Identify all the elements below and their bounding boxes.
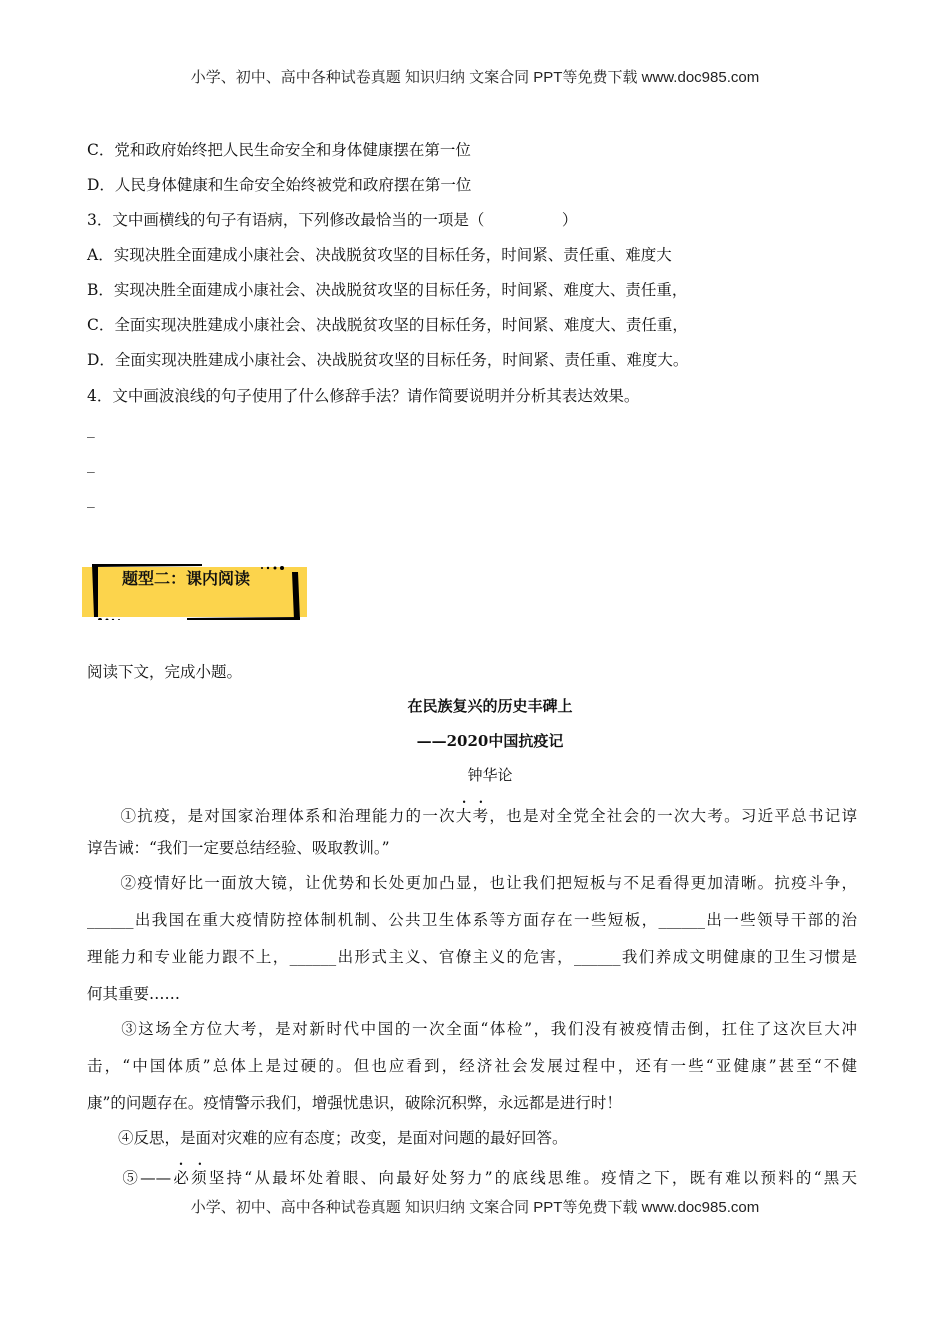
paragraph-2-line: ②疫情好比一面放大镜，让优势和长处更加凸显，也让我们把短板与不足看得更加清晰。抗疫斗争， bbox=[87, 874, 857, 892]
paragraph-3-line: 击，“中国体质”总体上是过硬的。但也应看到，经济社会发展过程中，还有一些“亚健康”甚至“不健 bbox=[87, 1057, 857, 1075]
q2-option-d: D．人民身体健康和生命安全始终被党和政府摆在第一位 bbox=[87, 176, 472, 194]
emphasized-text: 大考 bbox=[455, 807, 490, 825]
q2-option-c: C．党和政府始终把人民生命安全和身体健康摆在第一位 bbox=[87, 141, 471, 159]
q3-option-b: B．实现决胜全面建成小康社会、决战脱贫攻坚的目标任务，时间紧、难度大、责任重， bbox=[87, 281, 688, 299]
article-subtitle: ——2020中国抗疫记 bbox=[416, 732, 564, 750]
section-title: 题型二：课内阅读 bbox=[122, 569, 251, 588]
paragraph-5 bbox=[87, 1160, 857, 1188]
text: ⑤—— bbox=[87, 1169, 172, 1187]
answer-blank[interactable]: _ bbox=[87, 490, 95, 508]
answer-blank[interactable]: _ bbox=[87, 420, 95, 438]
paragraph-2-line: ______出我国在重大疫情防控体制机制、公共卫生体系等方面存在一些短板，______出一些领导干部的治 bbox=[87, 911, 857, 929]
text: 坚持“从最坏处着眼、向最好处努力”的底线思维。疫情之下，既有难以预料的“黑天 bbox=[208, 1169, 857, 1187]
paragraph-2-line: 理能力和专业能力跟不上，______出形式主义、官僚主义的危害，______我们养成文明健康的卫生习惯是 bbox=[87, 948, 857, 966]
instruction: 阅读下文，完成小题。 bbox=[87, 663, 243, 681]
page-header: 小学、初中、高中各种试卷真题 知识归纳 文案合同 PPT等免费下载 www.doc985.com bbox=[190, 69, 760, 86]
q4-stem: 4．文中画波浪线的句子使用了什么修辞手法？请作简要说明并分析其表达效果。 bbox=[87, 387, 640, 405]
q3-option-a: A．实现决胜全面建成小康社会、决战脱贫攻坚的目标任务，时间紧、责任重、难度大 bbox=[87, 246, 672, 264]
article-author: 钟华论 bbox=[467, 766, 513, 784]
paragraph-3-line: ③这场全方位大考，是对新时代中国的一次全面“体检”，我们没有被疫情击倒，扛住了这次巨大冲 bbox=[87, 1020, 857, 1038]
answer-blank[interactable]: _ bbox=[87, 455, 95, 473]
paragraph-3-line: 康”的问题存在。疫情警示我们，增强忧患识，破除沉积弊，永远都是进行时！ bbox=[87, 1094, 622, 1112]
paragraph-2-line: 何其重要…… bbox=[87, 985, 181, 1003]
paragraph-1-line: 谆告诫：“我们一定要总结经验、吸取教训。” bbox=[87, 839, 390, 857]
page-footer: 小学、初中、高中各种试卷真题 知识归纳 文案合同 PPT等免费下载 www.doc985.com bbox=[190, 1199, 760, 1216]
emphasized-text: 必须 bbox=[171, 1169, 209, 1187]
paragraph-1 bbox=[87, 798, 857, 826]
article-title: 在民族复兴的历史丰碑上 bbox=[407, 697, 573, 715]
text: ，也是对全党全社会的一次大考。习近平总书记谆 bbox=[489, 807, 857, 825]
q3-stem: 3．文中画横线的句子有语病，下列修改最恰当的一项是（ ） bbox=[87, 211, 578, 229]
paragraph-4: ④反思，是面对灾难的应有态度；改变，是面对问题的最好回答。 bbox=[87, 1129, 568, 1147]
q3-option-d: D．全面实现决胜建成小康社会、决战脱贫攻坚的目标任务，时间紧、责任重、难度大。 bbox=[87, 351, 689, 369]
text: ①抗疫，是对国家治理体系和治理能力的一次 bbox=[87, 807, 456, 825]
q3-option-c: C．全面实现决胜建成小康社会、决战脱贫攻坚的目标任务，时间紧、难度大、责任重， bbox=[87, 316, 688, 334]
